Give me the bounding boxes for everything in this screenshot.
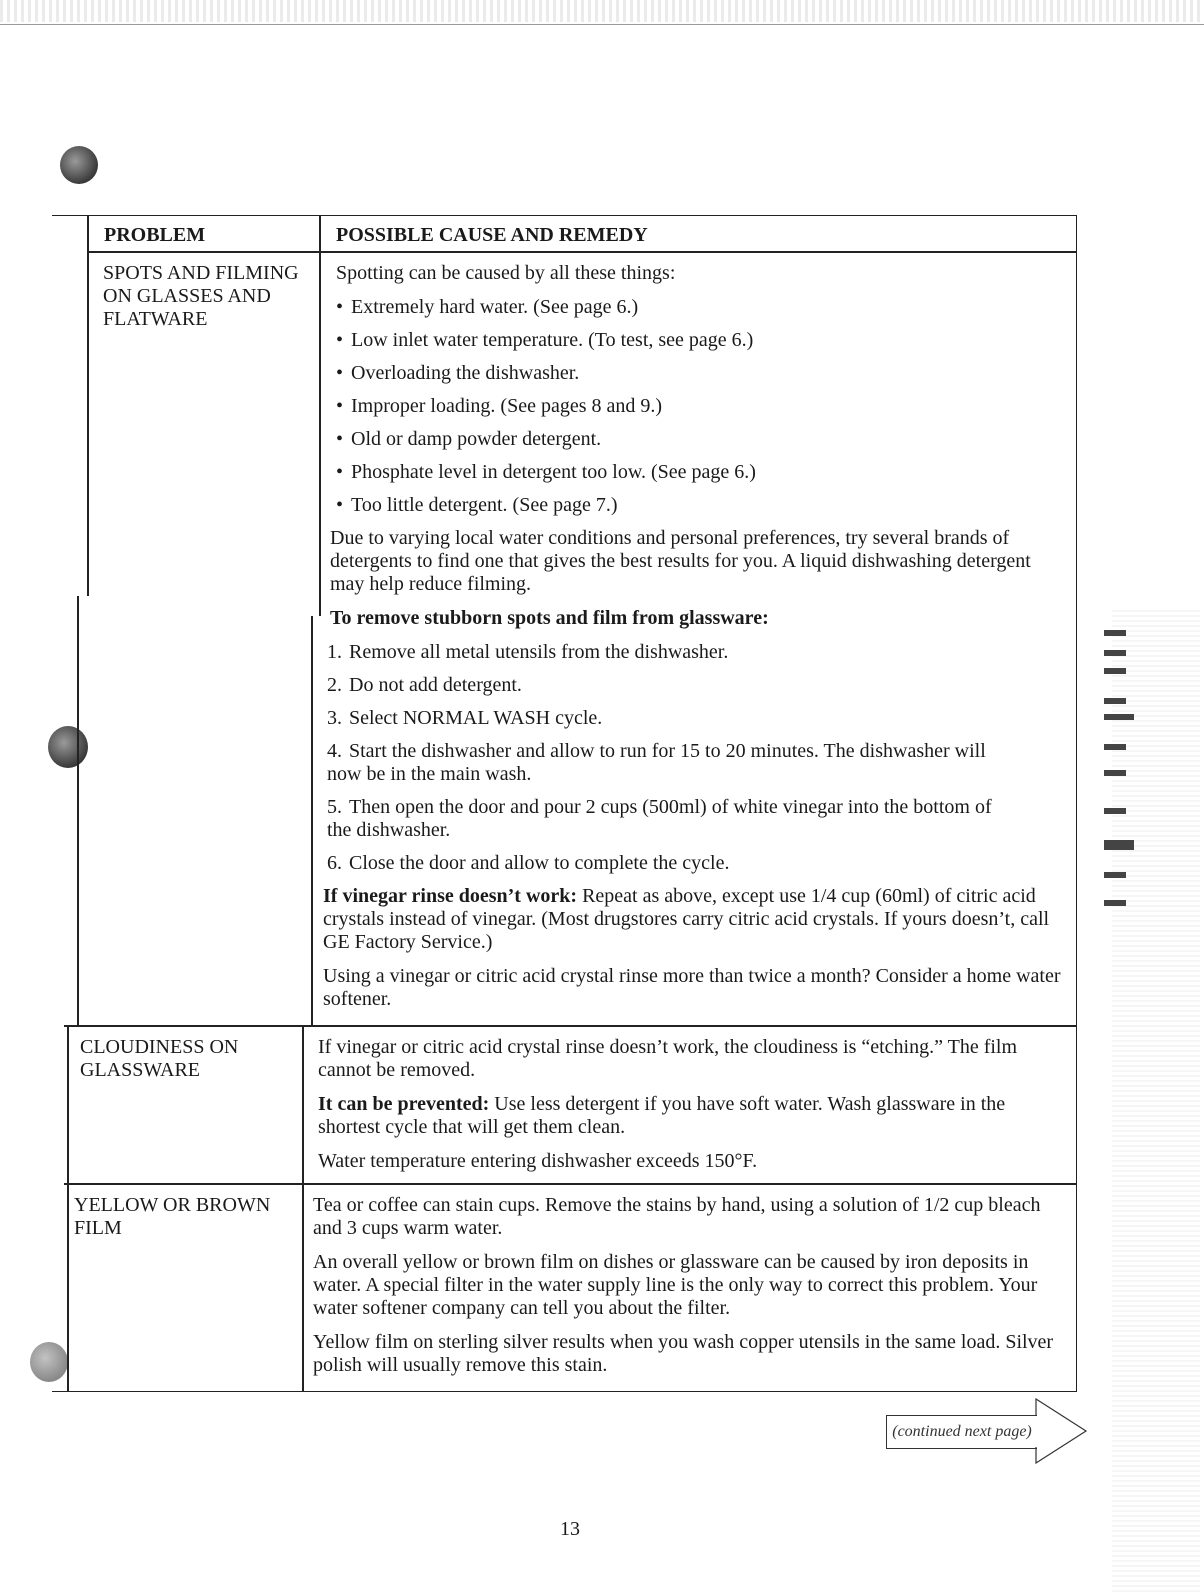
scan-rule-top (0, 24, 1204, 25)
table-border (77, 596, 79, 1026)
prevention-lead: It can be prevented: (318, 1093, 490, 1115)
remedy-intro: Spotting can be caused by all these things: (336, 262, 676, 284)
softener-paragraph: Using a vinegar or citric acid crystal rinse more than twice a month? Consider a home water softener. (323, 965, 1061, 1010)
step-number: 5. (327, 796, 342, 818)
scan-mark (1104, 840, 1134, 850)
problem-line: ON GLASSES AND (103, 285, 271, 307)
step-text: Do not add detergent. (349, 674, 522, 696)
scan-mark (1104, 744, 1126, 750)
scan-mark (1104, 650, 1126, 656)
scan-mark (1104, 808, 1126, 814)
step-item (327, 707, 1063, 730)
step-number: 6. (327, 852, 342, 874)
problem-line: GLASSWARE (80, 1059, 201, 1081)
steps-heading (323, 607, 1063, 630)
vinegar-text: Repeat as above, except use 1/4 cup (60ml) of citric acid crystals instead of vinegar. (Most drugstores carry citric acid crystals. If yours doesn’t, call GE Factory Service.) (323, 885, 1050, 953)
cause-item: • Extremely hard water. (See page 6.) (336, 296, 1063, 319)
step-number: 3. (327, 707, 342, 729)
step-text: Select NORMAL WASH cycle. (349, 707, 603, 729)
stain-paragraph: Tea or coffee can stain cups. Remove the stains by hand, using a solution of 1/2 cup bleach and 3 cups warm water. (313, 1194, 1041, 1239)
scan-mark (1104, 668, 1126, 674)
cause-list (323, 296, 1063, 517)
column-divider (311, 616, 313, 1026)
scan-mark (1104, 698, 1126, 704)
column-divider (319, 216, 321, 616)
step-item (327, 740, 1063, 786)
problem-line: FILM (74, 1217, 122, 1239)
iron-paragraph: An overall yellow or brown film on dishes or glassware can be caused by iron deposits in water. A special filter in the water supply line is the only way to correct this problem. Your water softener company can tell you about the filter. (313, 1251, 1038, 1319)
cause-item: • Phosphate level in detergent too low. (See page 6.) (336, 461, 1063, 484)
page-number: 13 (560, 1518, 580, 1540)
step-item (327, 852, 1063, 875)
problem-yellow-brown-film (74, 1194, 294, 1240)
step-item (327, 674, 1063, 697)
table-border (67, 1026, 69, 1391)
scan-mark (1104, 714, 1134, 720)
steps-heading-text: To remove stubborn spots and film from glassware: (330, 607, 769, 629)
step-text: Remove all metal utensils from the dishwasher. (349, 641, 729, 663)
continued-arrow-icon (1034, 1398, 1090, 1464)
prevention-paragraph (318, 1093, 1063, 1139)
continued-label: (continued next page) (886, 1415, 1037, 1449)
binder-hole-icon (60, 146, 98, 184)
step-text: Close the door and allow to complete the cycle. (349, 852, 730, 874)
step-text: Start the dishwasher and allow to run for 15 to 20 minutes. The dishwasher will now be in the main wash. (327, 740, 986, 785)
temperature-paragraph: Water temperature entering dishwasher exceeds 150°F. (318, 1150, 758, 1172)
vinegar-lead: If vinegar rinse doesn’t work: (323, 885, 578, 907)
problem-line: YELLOW OR BROWN (74, 1194, 271, 1216)
cause-item: • Overloading the dishwasher. (336, 362, 1063, 385)
steps-list (323, 641, 1063, 875)
scan-mark (1104, 630, 1126, 636)
detergent-paragraph: Due to varying local water conditions and personal preferences, try several brands of detergents to find one that gives the best results for you. A liquid dishwashing detergent may help reduce filming. (330, 527, 1031, 595)
scan-mark (1104, 900, 1126, 906)
cause-item: • Old or damp powder detergent. (336, 428, 1063, 451)
scan-mark (1104, 872, 1126, 878)
prevention-text: Use less detergent if you have soft water. Wash glassware in the shortest cycle that will get them clean. (318, 1093, 1006, 1138)
step-number: 4. (327, 740, 342, 762)
row-divider (87, 251, 1076, 253)
remedy-yellow-brown-film (313, 1194, 1063, 1388)
header-problem: PROBLEM (104, 224, 206, 246)
table-border (87, 216, 89, 596)
scan-mark (1104, 770, 1126, 776)
remedy-spots-filming (323, 262, 1063, 1022)
step-number: 1. (327, 641, 342, 663)
step-item (327, 796, 1063, 842)
step-text: Then open the door and pour 2 cups (500ml) of white vinegar into the bottom of the dishwasher. (327, 796, 992, 841)
scan-noise-right (1112, 610, 1200, 1592)
header-remedy: POSSIBLE CAUSE AND REMEDY (336, 224, 648, 246)
problem-cloudiness (80, 1036, 295, 1082)
problem-spots-filming (103, 262, 318, 331)
problem-line: FLATWARE (103, 308, 208, 330)
cause-item: • Improper loading. (See pages 8 and 9.) (336, 395, 1063, 418)
step-item (327, 641, 1063, 664)
remedy-cloudiness (318, 1036, 1063, 1184)
etching-paragraph: If vinegar or citric acid crystal rinse doesn’t work, the cloudiness is “etching.” The film cannot be removed. (318, 1036, 1018, 1081)
row-divider (64, 1025, 1076, 1027)
vinegar-paragraph (323, 885, 1063, 954)
silver-paragraph: Yellow film on sterling silver results when you wash copper utensils in the same load. Silver polish will usually remove this stain. (313, 1331, 1054, 1376)
scan-noise-top (0, 0, 1204, 22)
column-divider (302, 1026, 304, 1391)
step-number: 2. (327, 674, 342, 696)
problem-line: CLOUDINESS ON (80, 1036, 239, 1058)
cause-item: • Low inlet water temperature. (To test, see page 6.) (336, 329, 1063, 352)
problem-line: SPOTS AND FILMING (103, 262, 299, 284)
cause-item: • Too little detergent. (See page 7.) (336, 494, 1063, 517)
